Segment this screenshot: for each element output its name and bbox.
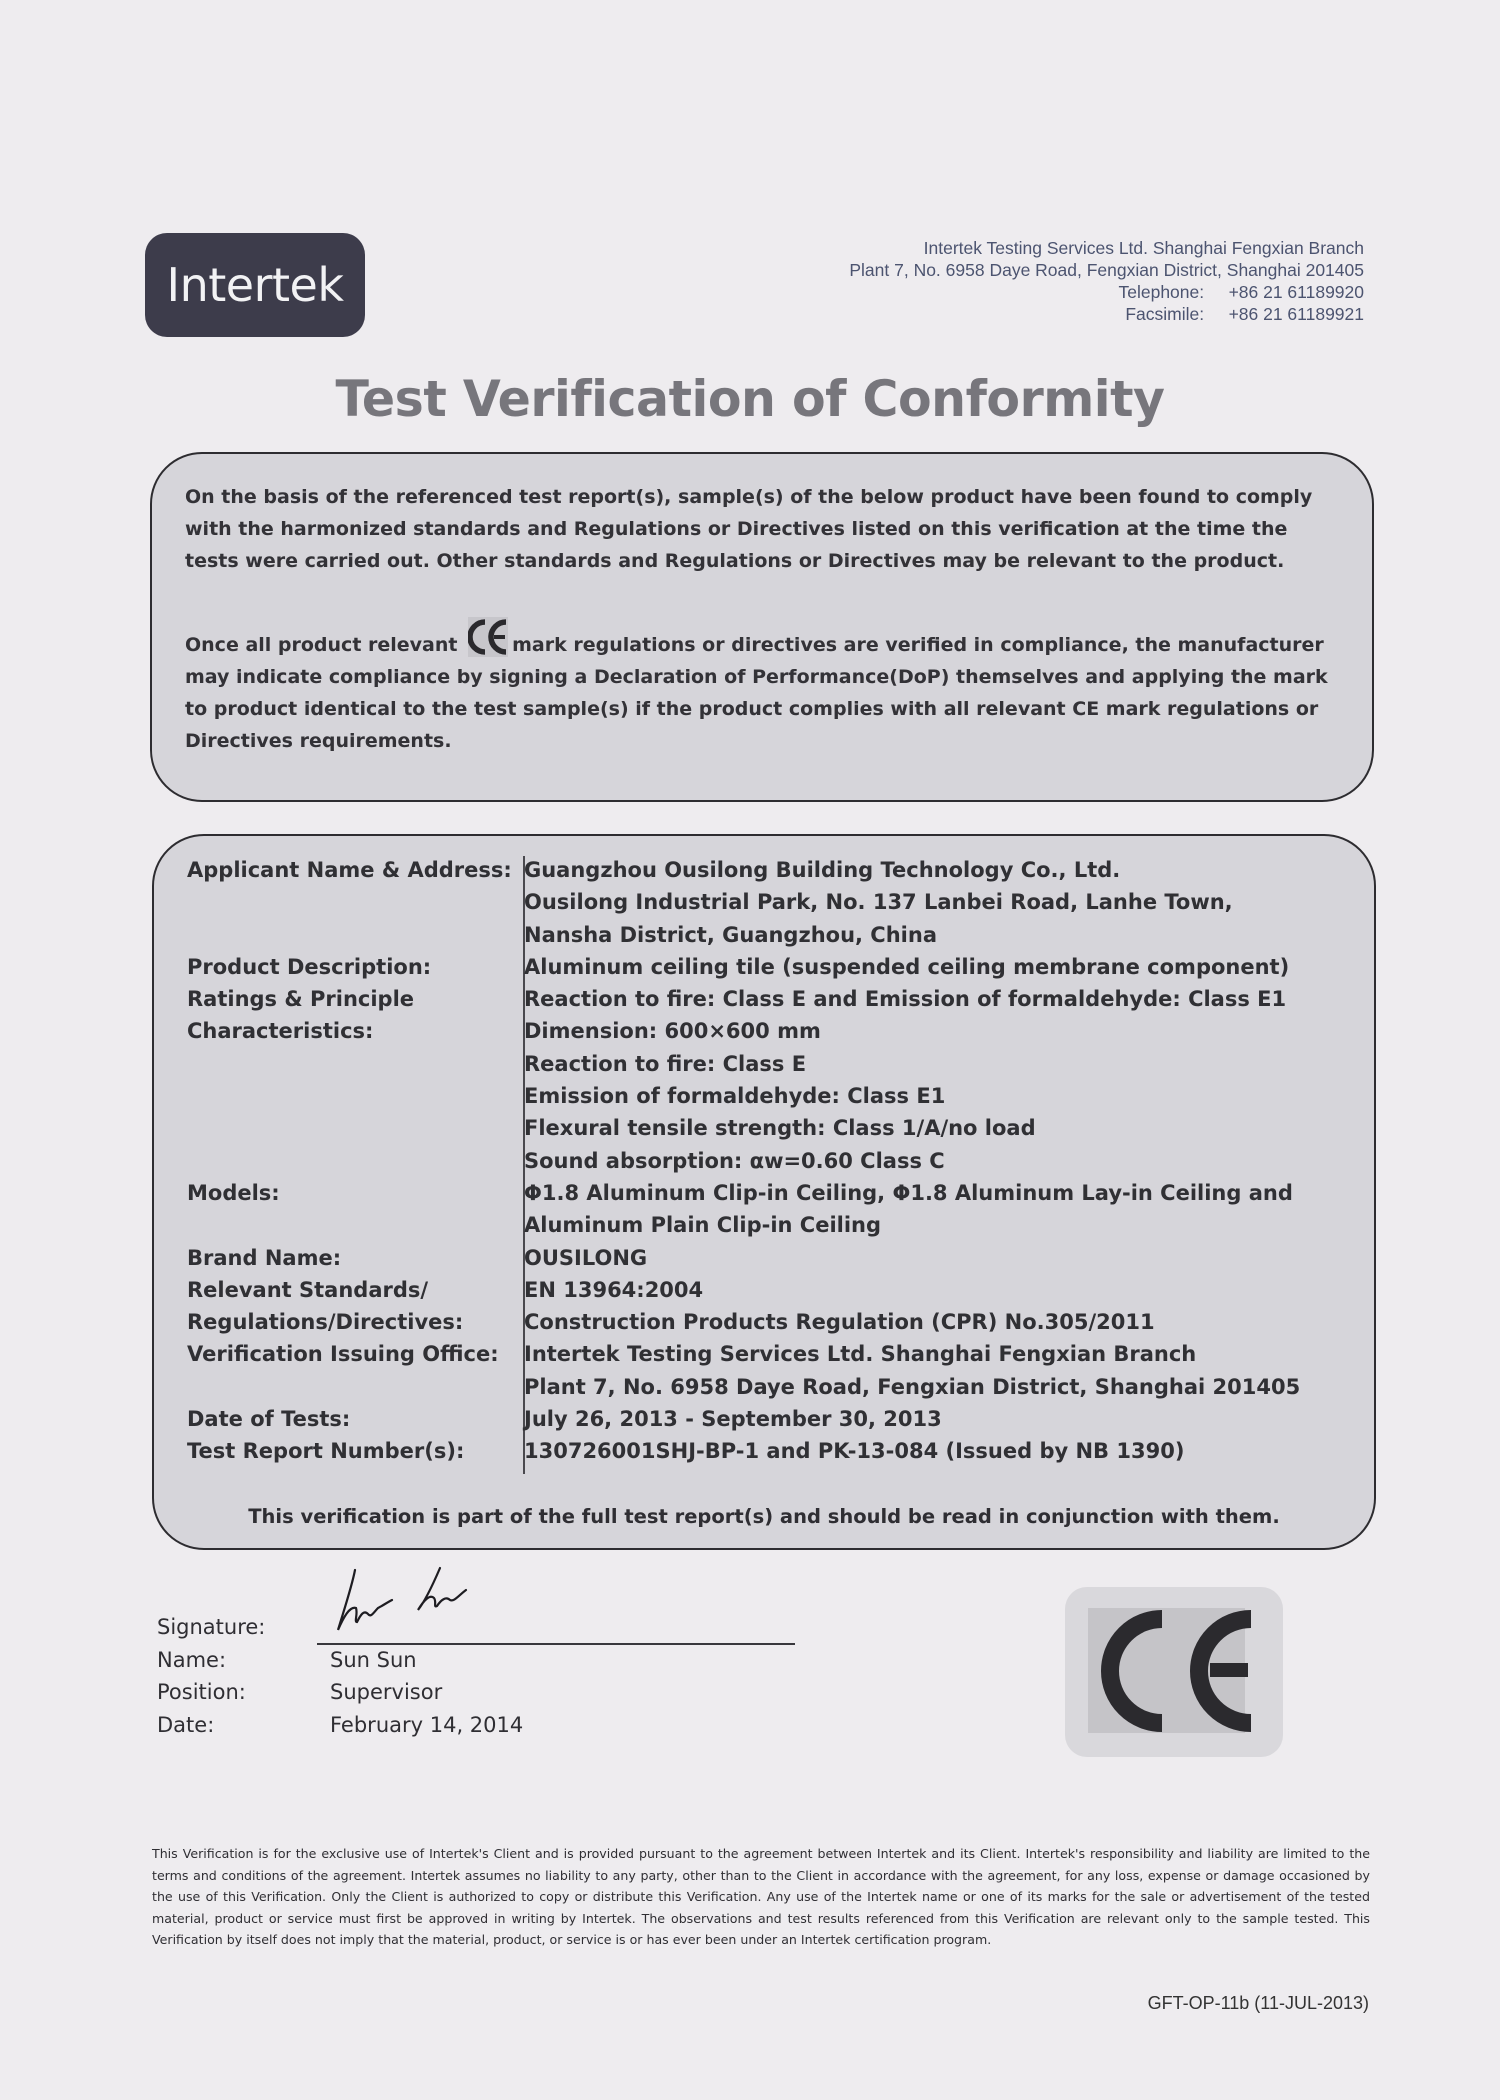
signature-label: Signature: <box>157 1615 266 1639</box>
date-row <box>157 1709 523 1742</box>
details-label <box>187 1145 524 1177</box>
details-value: Nansha District, Guangzhou, China <box>524 922 937 947</box>
details-label <box>187 1112 524 1144</box>
details-row <box>187 1435 1347 1467</box>
ce-mark-icon <box>468 617 508 657</box>
details-value: Emission of formaldehyde: Class E1 <box>524 1084 946 1109</box>
details-row <box>187 919 1347 951</box>
details-table <box>187 854 1347 1468</box>
logo-text: Intertek <box>166 258 344 312</box>
details-label <box>187 886 524 918</box>
details-label: Characteristics: <box>187 1019 374 1044</box>
facsimile-label: Facsimile: <box>1125 304 1205 324</box>
details-row <box>187 1048 1347 1080</box>
details-note: This verification is part of the full test report(s) and should be read in conjunction with them. <box>248 1505 1280 1528</box>
details-value: OUSILONG <box>524 1245 648 1270</box>
details-row <box>187 1403 1347 1435</box>
details-row <box>187 1306 1347 1338</box>
name-label: Name: <box>157 1647 227 1672</box>
details-label <box>187 1371 524 1403</box>
intro-paragraph-1: On the basis of the referenced test report(s), sample(s) of the below product have been found to comply with the harmonized standards and Regulations or Directives listed on this verification at the time the tests were carried out. Other standards and Regulations or Directives may be relevant to the product. <box>185 486 1313 572</box>
header-contact <box>849 237 1364 325</box>
details-label: Regulations/Directives: <box>187 1310 464 1335</box>
details-label: Test Report Number(s): <box>187 1439 465 1464</box>
details-row <box>187 1274 1347 1306</box>
details-row <box>187 983 1347 1015</box>
date-value: February 14, 2014 <box>330 1712 524 1737</box>
details-value: Reaction to fire: Class E and Emission of formaldehyde: Class E1 <box>524 987 1287 1012</box>
details-value: Reaction to fire: Class E <box>524 1051 807 1076</box>
details-label <box>187 1048 524 1080</box>
details-label: Ratings & Principle <box>187 987 415 1012</box>
details-row <box>187 1112 1347 1144</box>
intro-paragraph-2-after: mark regulations or directives are verified in compliance, the manufacturer may indicate compliance by signing a Declaration of Performance(DoP) themselves and applying the mark to product identical to the test sample(s) if the product complies with all relevant CE mark regulations or Directives requirements. <box>185 634 1328 752</box>
intro-paragraph-2-before: Once all product relevant <box>185 634 458 656</box>
details-label <box>187 1080 524 1112</box>
signature-row <box>157 1611 523 1644</box>
details-row <box>187 951 1347 983</box>
details-row <box>187 1209 1347 1241</box>
signature-block <box>157 1611 523 1741</box>
contact-facsimile <box>849 303 1364 325</box>
page-title: Test Verification of Conformity <box>335 370 1165 428</box>
details-row <box>187 886 1347 918</box>
details-value: Construction Products Regulation (CPR) No.305/2011 <box>524 1310 1155 1335</box>
contact-company: Intertek Testing Services Ltd. Shanghai Fengxian Branch <box>923 238 1364 258</box>
details-row <box>187 1015 1347 1047</box>
details-row <box>187 1145 1347 1177</box>
details-value: July 26, 2013 - September 30, 2013 <box>524 1407 942 1432</box>
details-label: Brand Name: <box>187 1245 342 1270</box>
details-label: Verification Issuing Office: <box>187 1342 499 1367</box>
ce-badge <box>1065 1587 1283 1757</box>
form-code: GFT-OP-11b (11-JUL-2013) <box>1147 1993 1369 2013</box>
position-row <box>157 1676 523 1709</box>
details-label: Applicant Name & Address: <box>187 858 512 882</box>
details-row <box>187 1080 1347 1112</box>
details-value: Plant 7, No. 6958 Daye Road, Fengxian District, Shanghai 201405 <box>524 1374 1301 1399</box>
details-label: Relevant Standards/ <box>187 1277 429 1302</box>
contact-address: Plant 7, No. 6958 Daye Road, Fengxian District, Shanghai 201405 <box>849 260 1364 280</box>
contact-telephone <box>849 281 1364 303</box>
details-row <box>187 1371 1347 1403</box>
name-row <box>157 1644 523 1677</box>
position-label: Position: <box>157 1680 246 1704</box>
details-value: EN 13964:2004 <box>524 1277 704 1302</box>
position-value: Supervisor <box>330 1680 443 1704</box>
details-value: Guangzhou Ousilong Building Technology Co., Ltd. <box>524 858 1121 882</box>
telephone-label: Telephone: <box>1118 282 1205 302</box>
details-row <box>187 854 1347 886</box>
details-label <box>187 919 524 951</box>
details-label: Models: <box>187 1180 280 1205</box>
name-value: Sun Sun <box>330 1647 417 1672</box>
details-value: Flexural tensile strength: Class 1/A/no load <box>524 1116 1036 1141</box>
facsimile-value: +86 21 61189921 <box>1228 304 1364 324</box>
details-value: Ousilong Industrial Park, No. 137 Lanbei Road, Lanhe Town, <box>524 890 1233 915</box>
details-value: Intertek Testing Services Ltd. Shanghai Fengxian Branch <box>524 1342 1197 1367</box>
details-value: Dimension: 600×600 mm <box>524 1019 821 1044</box>
details-value: Φ1.8 Aluminum Clip-in Ceiling, Φ1.8 Aluminum Lay-in Ceiling and <box>524 1180 1293 1205</box>
details-value: 130726001SHJ-BP-1 and PK-13-084 (Issued by NB 1390) <box>524 1439 1185 1464</box>
details-label: Product Description: <box>187 954 432 979</box>
details-row <box>187 1338 1347 1370</box>
legal-disclaimer: This Verification is for the exclusive use of Intertek's Client and is provided pursuant to the agreement between Intertek and its Client. Intertek's responsibility and liability are limited to the terms and conditions of the agreement. Intertek assumes no liability to any party, other than to the Client in accordance with the agreement, for any loss, expense or damage occasioned by the use of this Verification. Only the Client is authorized to copy or distribute this Verification. Any use of the Intertek name or one of its marks for the sale or advertisement of the tested material, product or service must first be approved in writing by Intertek. The observations and test results referenced from this Verification are relevant only to the sample tested. This Verification by itself does not imply that the material, product, or service is or has ever been under an Intertek certification program. <box>152 1846 1370 1947</box>
details-value: Sound absorption: αw=0.60 Class C <box>524 1148 945 1173</box>
details-row <box>187 1242 1347 1274</box>
telephone-value: +86 21 61189920 <box>1228 282 1364 302</box>
date-label: Date: <box>157 1712 215 1737</box>
details-label <box>187 1209 524 1241</box>
details-value: Aluminum ceiling tile (suspended ceiling membrane component) <box>524 954 1290 979</box>
details-label: Date of Tests: <box>187 1407 351 1432</box>
details-value: Aluminum Plain Clip-in Ceiling <box>524 1213 882 1238</box>
intertek-logo <box>145 233 365 337</box>
ce-mark-icon <box>1085 1605 1265 1737</box>
intro-paragraph-2 <box>185 617 1345 757</box>
details-row <box>187 1177 1347 1209</box>
